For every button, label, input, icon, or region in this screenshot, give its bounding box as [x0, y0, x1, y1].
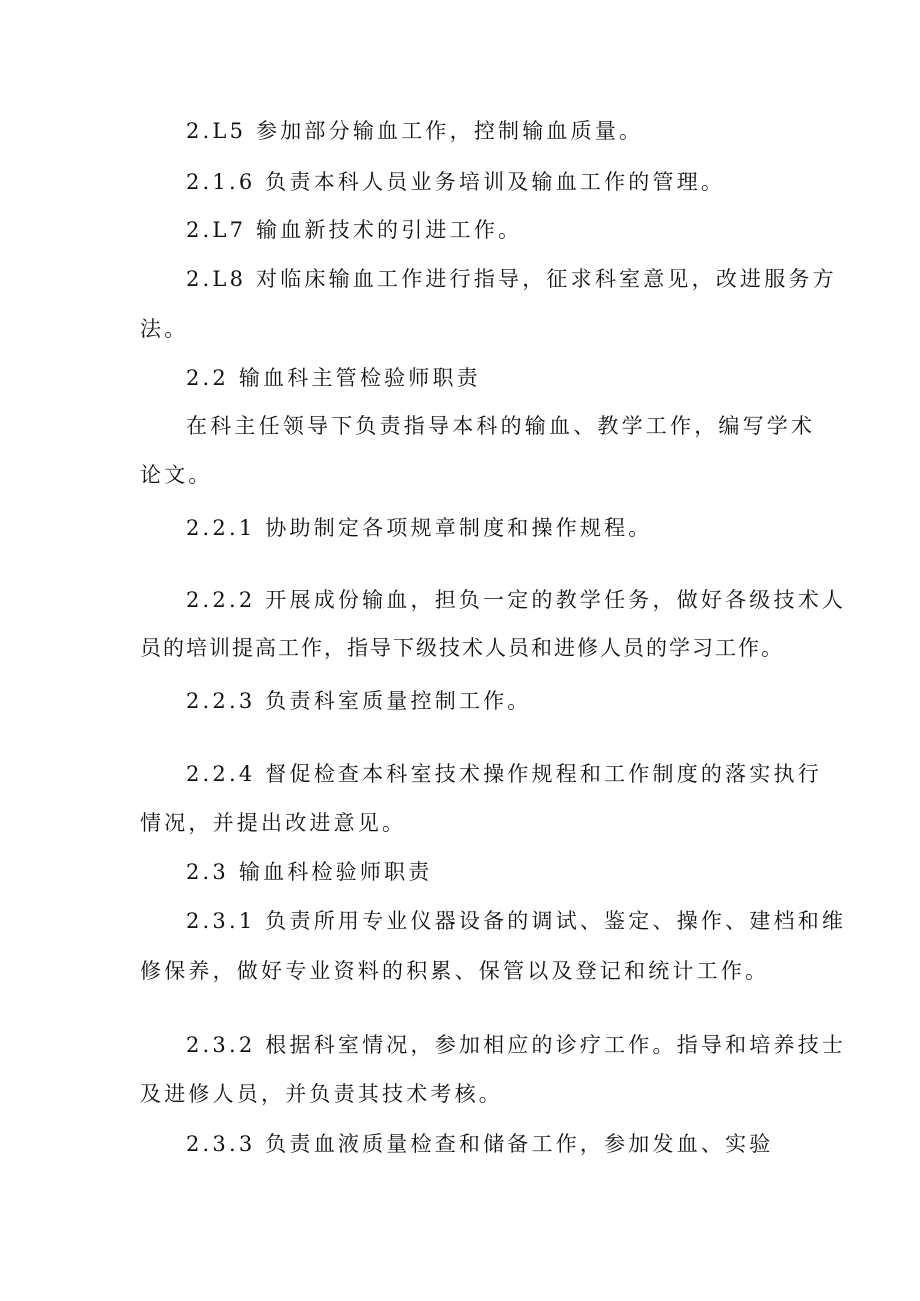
paragraph-2-2-2-line-2: 员的培训提高工作，指导下级技术人员和进修人员的学习工作。 [140, 636, 784, 660]
paragraph-2-2-2-line-1: 2.2.2 开展成份输血，担负一定的教学任务，做好各级技术人 [186, 588, 847, 612]
paragraph-2-1-7: 2.L7 输血新技术的引进工作。 [186, 218, 523, 242]
paragraph-2-3-2-line-2: 及进修人员，并负责其技术考核。 [140, 1082, 503, 1106]
paragraph-2-1-6: 2.1.6 负责本科人员业务培训及输血工作的管理。 [186, 170, 726, 194]
paragraph-2-2-4-line-2: 情况，并提出改进意见。 [140, 811, 407, 835]
paragraph-2-2-intro-line-2: 论文。 [140, 463, 213, 487]
paragraph-2-2-4-line-1: 2.2.4 督促检查本科室技术操作规程和工作制度的落实执行 [186, 762, 822, 786]
paragraph-2-1-5: 2.L5 参加部分输血工作，控制输血质量。 [186, 119, 644, 143]
paragraph-2-1-8-line-2: 法。 [140, 317, 189, 341]
paragraph-2-2-1: 2.2.1 协助制定各项规章制度和操作规程。 [186, 516, 653, 540]
heading-2-3: 2.3 输血科检验师职责 [186, 860, 433, 884]
paragraph-2-3-1-line-1: 2.3.1 负责所用专业仪器设备的调试、鉴定、操作、建档和维 [186, 909, 847, 933]
paragraph-2-2-intro-line-1: 在科主任领导下负责指导本科的输血、教学工作，编写学术 [186, 414, 816, 438]
heading-2-2: 2.2 输血科主管检验师职责 [186, 366, 481, 390]
paragraph-2-3-2-line-1: 2.3.2 根据科室情况，参加相应的诊疗工作。指导和培养技士 [186, 1033, 847, 1057]
paragraph-2-1-8-line-1: 2.L8 对临床输血工作进行指导，征求科室意见，改进服务方 [186, 267, 837, 291]
paragraph-2-3-1-line-2: 修保养，做好专业资料的积累、保管以及登记和统计工作。 [140, 959, 770, 983]
paragraph-2-3-3: 2.3.3 负责血液质量检查和储备工作，参加发血、实验 [186, 1132, 774, 1156]
paragraph-2-2-3: 2.2.3 负责科室质量控制工作。 [186, 689, 532, 713]
